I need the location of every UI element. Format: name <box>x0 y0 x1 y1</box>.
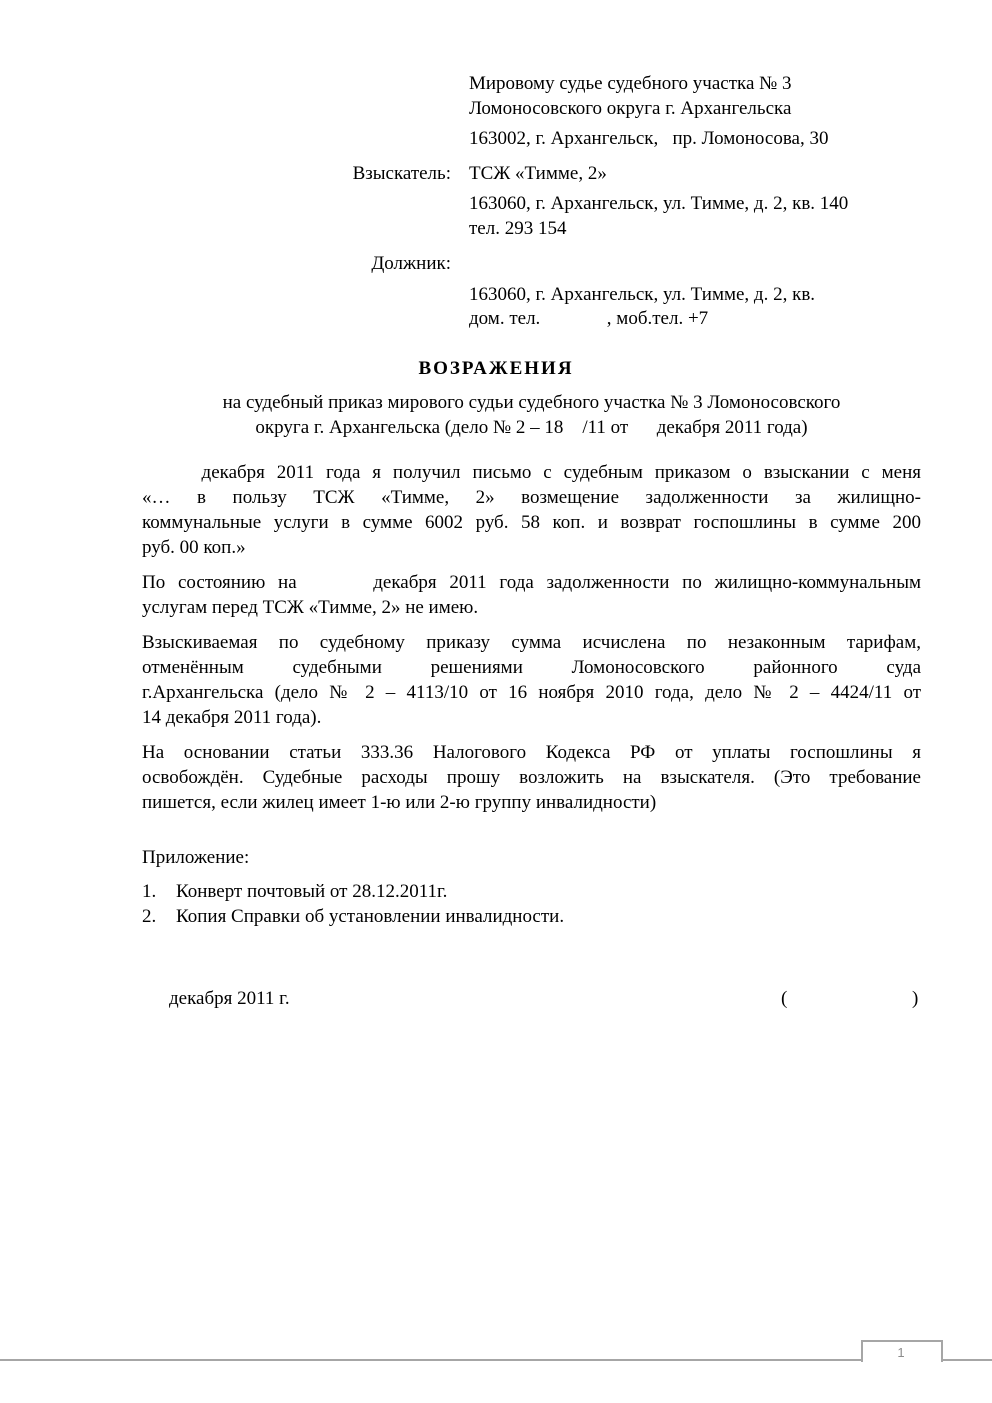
signature-open-paren: ( <box>781 988 788 1009</box>
paragraph-1 <box>142 460 921 560</box>
claimant-name: ТСЖ «Тимме, 2» <box>469 163 607 184</box>
addressee-address: 163002, г. Архангельск, пр. Ломоносова, 30 <box>469 128 829 149</box>
paragraph-4 <box>142 740 921 815</box>
signature-date: декабря 2011 г. <box>169 988 290 1009</box>
paragraph-line: 14 декабря 2011 года). <box>142 707 322 728</box>
document-subtitle <box>142 390 921 440</box>
paragraph-line: декабря 2011 года я получил письмо с судебным приказом о взыскании с меня <box>142 462 921 483</box>
paragraph-2 <box>142 570 921 620</box>
paragraph-line: освобождён. Судебные расходы прошу возложить на взыскателя. (Это требование <box>142 767 921 788</box>
footer-rule-left <box>0 1359 862 1361</box>
list-item <box>142 879 564 904</box>
paragraph-line: руб. 00 коп.» <box>142 537 246 558</box>
list-item <box>142 904 564 929</box>
document-title: ВОЗРАЖЕНИЯ <box>418 358 574 379</box>
subtitle-line-2: округа г. Архангельска (дело № 2 – 18 /11 от декабря 2011 года) <box>255 417 808 438</box>
debtor-address: 163060, г. Архангельск, ул. Тимме, д. 2, кв. <box>469 284 816 305</box>
debtor-label: Должник: <box>371 253 451 274</box>
paragraph-line: По состоянию на декабря 2011 года задолженности по жилищно-коммунальным <box>142 572 921 593</box>
claimant-phone: тел. 293 154 <box>469 218 567 239</box>
attachments-label: Приложение: <box>142 847 250 868</box>
signature-close-paren: ) <box>912 988 919 1009</box>
attachments-list <box>142 879 564 929</box>
addressee-line-2: Ломоносовского округа г. Архангельска <box>469 98 792 119</box>
paragraph-3 <box>142 630 921 730</box>
paragraph-line: коммунальные услуги в сумме 6002 руб. 58 коп. и возврат госпошлины в сумме 200 <box>142 512 921 533</box>
paragraph-line: г.Архангельска (дело № 2 – 4113/10 от 16 ноября 2010 года, дело № 2 – 4424/11 от <box>142 682 921 703</box>
subtitle-line-1: на судебный приказ мирового судьи судебного участка № 3 Ломоносовского <box>222 392 841 413</box>
page-number: 1 <box>897 1345 905 1360</box>
paragraph-line: отменённым судебными решениями Ломоносовского районного суда <box>142 657 921 678</box>
debtor-phones: дом. тел. , моб.тел. +7 <box>469 308 709 329</box>
paragraph-line: услугам перед ТСЖ «Тимме, 2» не имею. <box>142 597 479 618</box>
paragraph-line: пишется, если жилец имеет 1-ю или 2-ю группу инвалидности) <box>142 792 657 813</box>
claimant-label: Взыскатель: <box>352 163 451 184</box>
paragraph-line: «… в пользу ТСЖ «Тимме, 2» возмещение задолженности за жилищно- <box>142 487 921 508</box>
list-item-text: Конверт почтовый от 28.12.2011г. <box>176 881 448 902</box>
list-item-text: Копия Справки об установлении инвалидности. <box>176 906 565 927</box>
list-item-number: 1. <box>142 881 157 902</box>
footer-rule-right <box>941 1359 992 1361</box>
addressee-line-1: Мировому судье судебного участка № 3 <box>469 73 792 94</box>
claimant-address: 163060, г. Архангельск, ул. Тимме, д. 2, кв. 140 <box>469 193 849 214</box>
list-item-number: 2. <box>142 906 157 927</box>
paragraph-line: Взыскиваемая по судебному приказу сумма исчислена по незаконным тарифам, <box>142 632 921 653</box>
paragraph-line: На основании статьи 333.36 Налогового Кодекса РФ от уплаты госпошлины я <box>142 742 921 763</box>
